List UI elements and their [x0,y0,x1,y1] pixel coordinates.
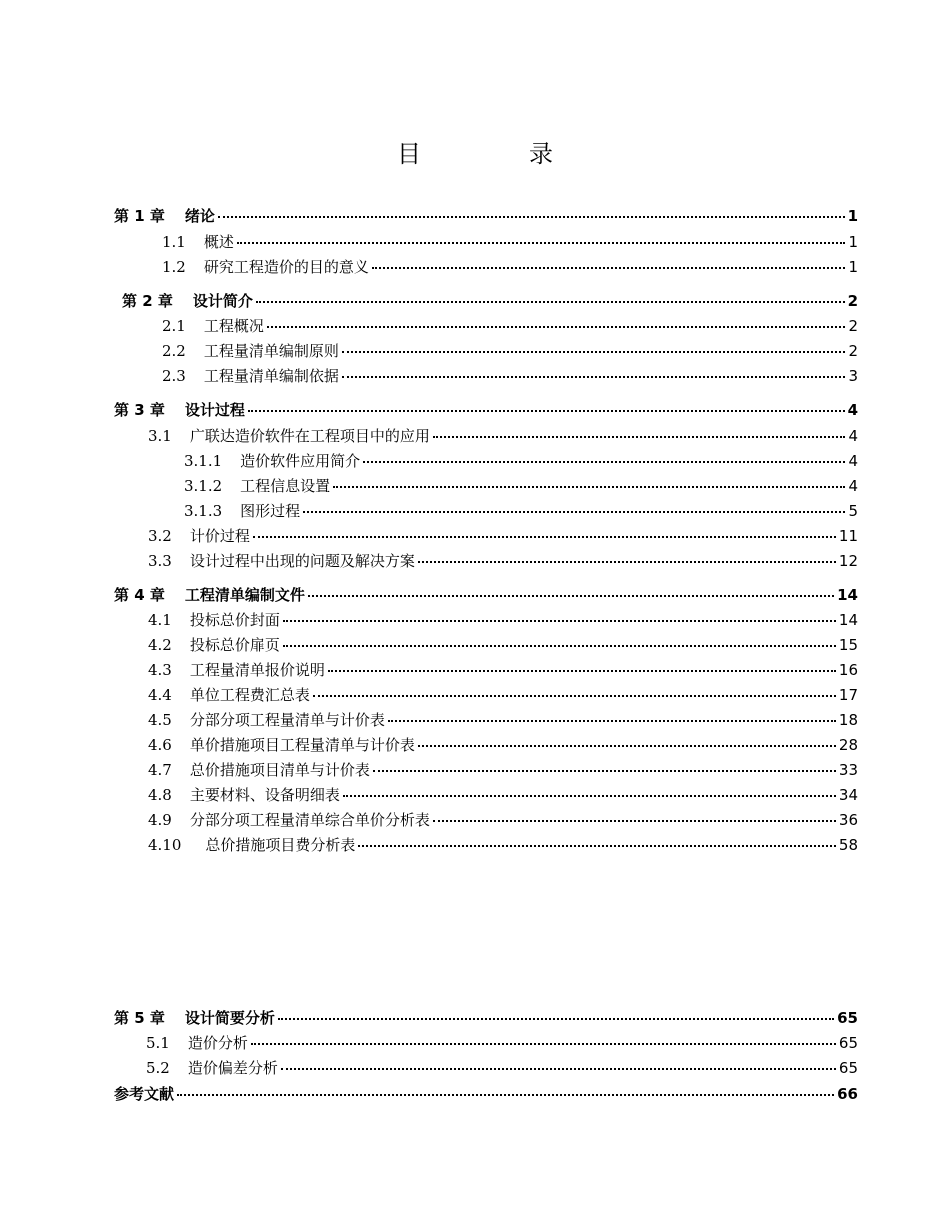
toc-entry-number: 3.1.1 [184,452,223,470]
toc-entry-page: 65 [838,1059,858,1077]
toc-leader-dots [308,595,834,597]
toc-entry-page: 66 [837,1085,858,1103]
toc-entry-3-2[interactable] [148,522,858,546]
toc-entry-references[interactable] [114,1080,858,1104]
toc-entry-page: 2 [848,317,858,335]
toc-entry-title: 造价软件应用简介 [240,452,361,470]
toc-entry-title: 工程量清单报价说明 [189,661,325,679]
toc-entry-number: 3.3 [148,552,172,570]
toc-entry-number: 4.1 [148,611,172,629]
toc-leader-dots [363,461,845,463]
toc-entry-5-1[interactable] [146,1029,858,1053]
toc-entry-title: 单位工程费汇总表 [189,686,310,704]
toc-entry-4-2[interactable] [148,631,858,655]
toc-entry-number: 第 3 章 [114,401,165,419]
toc-entry-number: 2.3 [162,367,186,385]
toc-entry-number: 5.1 [146,1034,170,1052]
toc-entry-page: 4 [848,427,858,445]
toc-leader-dots [283,620,836,622]
toc-entry-number: 5.2 [146,1059,170,1077]
toc-entry-4-1[interactable] [148,606,858,630]
toc-leader-dots [251,1043,836,1045]
toc-entry-page: 33 [838,761,858,779]
toc-entry-3-1[interactable] [148,422,858,446]
toc-leader-dots [283,645,836,647]
toc-entry-number: 3.1 [148,427,172,445]
toc-entry-2-3[interactable] [162,362,858,386]
toc-entry-page: 4 [848,477,858,495]
toc-entry-chapter-2[interactable] [122,287,858,311]
toc-entry-4-4[interactable] [148,681,858,705]
toc-leader-dots [253,536,836,538]
toc-leader-dots [281,1068,836,1070]
toc-leader-dots [328,670,836,672]
toc-entry-page: 5 [848,502,858,520]
toc-leader-dots [418,561,836,563]
toc-entry-number: 4.7 [148,761,172,779]
toc-entry-5-2[interactable] [146,1054,858,1078]
toc-entry-number: 4.5 [148,711,172,729]
toc-leader-dots [256,301,845,303]
toc-entry-page: 18 [838,711,858,729]
toc-entry-page: 28 [838,736,858,754]
toc-leader-dots [267,326,846,328]
toc-entry-title: 总价措施项目清单与计价表 [189,761,370,779]
toc-leader-dots [313,695,836,697]
toc-entry-page: 65 [838,1034,858,1052]
toc-entry-page: 1 [847,207,858,225]
toc-entry-title: 研究工程造价的目的意义 [203,258,369,276]
toc-leader-dots [177,1094,834,1096]
toc-entry-4-5[interactable] [148,706,858,730]
toc-entry-number: 4.10 [148,836,182,854]
toc-entry-number: 2.1 [162,317,186,335]
toc-entry-number: 2.2 [162,342,186,360]
toc-entry-title: 造价分析 [187,1034,248,1052]
toc-entry-page: 2 [848,342,858,360]
toc-leader-dots [433,820,836,822]
toc-leader-dots [303,511,845,513]
toc-entry-page: 58 [838,836,858,854]
toc-entry-number: 第 5 章 [114,1009,165,1027]
toc-entry-title: 计价过程 [189,527,250,545]
toc-entry-1-1[interactable] [162,228,858,252]
toc-entry-page: 65 [837,1009,858,1027]
toc-entry-title: 造价偏差分析 [187,1059,278,1077]
toc-entry-title: 主要材料、设备明细表 [189,786,340,804]
toc-entry-page: 15 [838,636,858,654]
toc-entry-page: 16 [838,661,858,679]
toc-entry-number: 第 4 章 [114,586,165,604]
toc-entry-number: 4.9 [148,811,172,829]
toc-leader-dots [373,770,836,772]
toc-leader-dots [218,216,845,218]
toc-entry-page: 4 [848,452,858,470]
toc-entry-number: 第 2 章 [122,292,173,310]
toc-entry-page: 3 [848,367,858,385]
toc-entry-page: 14 [837,586,858,604]
toc-leader-dots [343,795,836,797]
toc-entry-title: 工程信息设置 [240,477,331,495]
toc-entry-title: 工程概况 [203,317,264,335]
toc-entry-page: 34 [838,786,858,804]
toc-entry-number: 4.4 [148,686,172,704]
toc-entry-number: 1.2 [162,258,186,276]
toc-entry-2-1[interactable] [162,312,858,336]
toc-entry-4-9[interactable] [148,806,858,830]
toc-entry-chapter-3[interactable] [114,396,858,420]
toc-entry-page: 36 [838,811,858,829]
toc-entry-title: 设计简要分析 [184,1009,275,1027]
toc-entry-title: 工程量清单编制依据 [203,367,339,385]
toc-entry-3-1-1[interactable] [184,447,858,471]
toc-entry-page: 1 [848,233,858,251]
toc-leader-dots [372,267,846,269]
toc-leader-dots [418,745,836,747]
toc-entry-title: 工程清单编制文件 [184,586,305,604]
toc-entry-title: 设计过程 [184,401,245,419]
toc-entry-4-10[interactable] [148,831,858,855]
toc-entry-title: 参考文献 [114,1085,175,1103]
toc-entry-chapter-4[interactable] [114,581,858,605]
toc-entry-title: 工程量清单编制原则 [203,342,339,360]
toc-entry-3-3[interactable] [148,547,858,571]
toc-entry-3-1-2[interactable] [184,472,858,496]
toc-entry-title: 单价措施项目工程量清单与计价表 [189,736,415,754]
toc-entry-number: 3.2 [148,527,172,545]
toc-entry-page: 2 [847,292,858,310]
toc-entry-4-3[interactable] [148,656,858,680]
toc-entry-number: 1.1 [162,233,186,251]
toc-entry-number: 第 1 章 [114,207,165,225]
toc-title: 目 录 [397,140,595,168]
toc-entry-page: 14 [838,611,858,629]
toc-entry-title: 设计简介 [192,292,253,310]
toc-leader-dots [278,1018,834,1020]
toc-entry-page: 12 [838,552,858,570]
toc-leader-dots [433,436,846,438]
toc-leader-dots [333,486,845,488]
toc-leader-dots [237,242,846,244]
toc-entry-page: 1 [848,258,858,276]
toc-entry-page: 17 [838,686,858,704]
toc-entry-title: 绪论 [184,207,215,225]
toc-entry-chapter-1[interactable] [114,202,858,226]
toc-leader-dots [358,845,835,847]
toc-entry-title: 投标总价封面 [189,611,280,629]
toc-leader-dots [342,351,846,353]
toc-entry-title: 分部分项工程量清单与计价表 [189,711,385,729]
toc-entry-number: 3.1.3 [184,502,223,520]
toc-entry-3-1-3[interactable] [184,497,858,521]
toc-entry-4-7[interactable] [148,756,858,780]
toc-entry-number: 4.6 [148,736,172,754]
toc-entry-4-8[interactable] [148,781,858,805]
toc-entry-2-2[interactable] [162,337,858,361]
toc-leader-dots [342,376,846,378]
toc-entry-4-6[interactable] [148,731,858,755]
toc-entry-number: 4.3 [148,661,172,679]
toc-entry-1-2[interactable] [162,253,858,277]
toc-entry-chapter-5[interactable] [114,1004,858,1028]
toc-entry-number: 4.2 [148,636,172,654]
toc-entry-title: 分部分项工程量清单综合单价分析表 [189,811,430,829]
toc-entry-title: 广联达造价软件在工程项目中的应用 [189,427,430,445]
toc-entry-title: 设计过程中出现的问题及解决方案 [189,552,415,570]
toc-leader-dots [248,410,845,412]
toc-leader-dots [388,720,836,722]
toc-entry-title: 概述 [203,233,234,251]
toc-entry-title: 投标总价扉页 [189,636,280,654]
toc-entry-number: 4.8 [148,786,172,804]
toc-entry-title: 图形过程 [240,502,301,520]
toc-entry-title: 总价措施项目费分析表 [205,836,356,854]
toc-entry-page: 4 [847,401,858,419]
toc-entry-page: 11 [838,527,858,545]
toc-entry-number: 3.1.2 [184,477,223,495]
